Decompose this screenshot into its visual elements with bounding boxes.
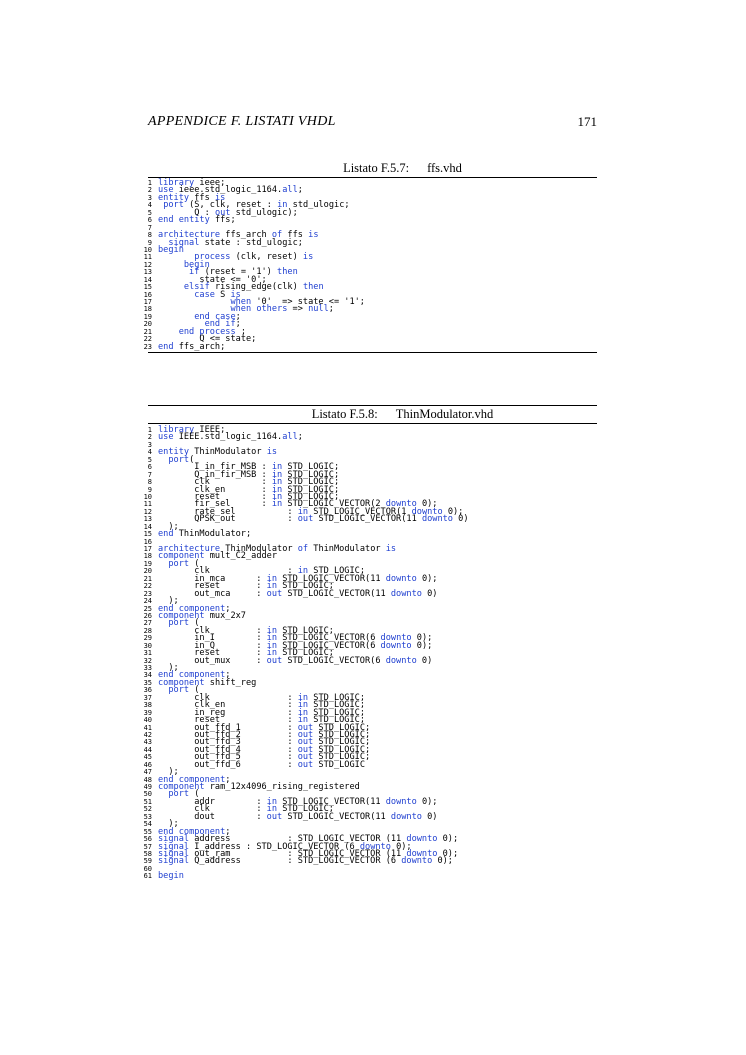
code-text: port ( [168, 558, 200, 569]
code-text: ); [158, 819, 179, 830]
code-text: out_ffd_1 : out STD_LOGIC; [158, 722, 371, 733]
line-number: 16 [143, 537, 152, 546]
code-text: case S is [194, 289, 241, 300]
code-line [143, 252, 597, 263]
code-text: Q <= state; [199, 334, 257, 345]
page-number: 171 [577, 114, 597, 129]
code-text: clk : in STD_LOGIC; [194, 804, 334, 815]
code-text: ); [158, 663, 179, 673]
code-text: reset : in STD_LOGIC; [194, 491, 340, 502]
line-number: 21 [143, 327, 152, 336]
line-number: 31 [143, 649, 152, 658]
code-line [143, 655, 597, 666]
line-number: 26 [143, 611, 152, 620]
code-line [143, 551, 597, 562]
code-text: clk_en : in STD_LOGIC; [194, 484, 340, 495]
listing-filename: ffs.vhd [427, 161, 462, 175]
line-number: 19 [143, 559, 152, 568]
line-number: 8 [147, 231, 152, 240]
line-number: 40 [143, 716, 152, 725]
line-number: 4 [147, 448, 152, 457]
line-number: 23 [143, 589, 152, 598]
line-number: 51 [143, 797, 152, 806]
code-text: end ThinModulator; [158, 529, 252, 540]
line-number: 8 [147, 478, 152, 487]
line-number: 24 [143, 597, 152, 606]
code-text: addr : in STD_LOGIC_VECTOR(11 downto 0); [194, 796, 438, 807]
code-line [147, 237, 597, 248]
line-number: 11 [143, 500, 152, 509]
code-text: clk : in STD_LOGIC; [194, 566, 366, 577]
code-text: end component; [158, 826, 231, 837]
code-text: port ( [168, 789, 200, 800]
code-text: dout : out STD_LOGIC_VECTOR(11 downto 0) [194, 811, 438, 822]
code-line [143, 514, 597, 525]
line-number: 12 [143, 260, 152, 269]
code-line [143, 856, 597, 867]
code-text: end ffs_arch; [158, 341, 226, 352]
code-text: begin [158, 244, 184, 255]
code-text: Q : out std_ulogic); [194, 207, 298, 218]
line-number: 52 [143, 805, 152, 814]
line-number: 6 [147, 216, 152, 225]
code-line [148, 434, 597, 441]
code-text: begin [158, 871, 184, 882]
code-text: signal out_ram : STD_LOGIC_VECTOR (11 downto 0); [158, 848, 459, 859]
code-text: clk : in STD_LOGIC; [194, 477, 340, 488]
code-text: when '0' => state <= '1'; [230, 297, 365, 307]
line-number: 13 [143, 515, 152, 524]
code-text: out_mca : out STD_LOGIC_VECTOR(11 downto 0) [194, 588, 438, 599]
line-number: 56 [143, 835, 152, 844]
code-line [143, 610, 597, 621]
code-text: component shift_reg [158, 677, 257, 688]
code-text: in_reg : in STD_LOGIC; [194, 707, 366, 718]
line-number: 22 [143, 582, 152, 591]
line-number: 45 [143, 753, 152, 762]
line-number: 7 [147, 470, 152, 479]
code-text: out_ffd_5 : out STD_LOGIC; [158, 752, 371, 763]
line-number: 15 [143, 283, 152, 292]
line-number: 35 [143, 678, 152, 687]
code-text: signal I_address : STD_LOGIC_VECTOR (6 downto 0); [158, 841, 412, 852]
code-listing-thinmodulator [143, 405, 597, 882]
line-number: 7 [147, 223, 152, 232]
code-text: reset : in STD_LOGIC; [194, 648, 334, 659]
line-number: 10 [143, 245, 152, 254]
line-number: 1 [147, 426, 152, 434]
code-line [143, 677, 597, 688]
code-text: in_I : in STD_LOGIC_VECTOR(6 downto 0); [194, 633, 433, 644]
code-text: fir_sel : in STD_LOGIC_VECTOR(2 downto 0); [194, 499, 438, 510]
code-text: reset : in STD_LOGIC; [194, 581, 334, 592]
line-number: 39 [143, 708, 152, 717]
line-number: 55 [143, 827, 152, 836]
line-number: 16 [143, 290, 152, 299]
line-number: 17 [143, 298, 152, 306]
code-text: out_ffd_3 : out STD_LOGIC; [158, 737, 371, 748]
line-number: 47 [143, 768, 152, 777]
code-text: QPSK_out : out STD_LOGIC_VECTOR(11 downto 0) [194, 514, 469, 525]
code-line [143, 341, 597, 352]
line-number: 23 [143, 342, 152, 351]
code-text: when others => null; [230, 304, 334, 315]
code-text: architecture ffs_arch of ffs is [158, 230, 319, 241]
code-text: entity ThinModulator is [158, 447, 278, 458]
line-number: 36 [143, 686, 152, 695]
line-number: 22 [143, 335, 152, 344]
line-number: 18 [143, 305, 152, 314]
code-text: ); [158, 767, 179, 778]
line-number: 50 [143, 790, 152, 799]
code-text: port (S, clk, reset : in std_ulogic; [163, 200, 350, 211]
line-number: 14 [143, 522, 152, 531]
code-text: state <= '0'; [199, 274, 267, 285]
code-text: out_ffd_4 : out STD_LOGIC; [158, 744, 371, 755]
code-text: port ( [168, 685, 200, 696]
code-text: ); [158, 596, 179, 607]
line-number: 4 [147, 201, 152, 210]
line-number: 38 [143, 701, 152, 710]
code-text: ); [158, 521, 179, 532]
line-number: 53 [143, 812, 152, 821]
listing-label: Listato F.5.8: [311, 407, 378, 421]
line-number: 32 [143, 656, 152, 665]
code-line [143, 864, 597, 873]
line-number: 9 [147, 485, 152, 494]
line-number: 54 [143, 820, 152, 829]
code-text: reset : in STD_LOGIC; [194, 715, 366, 726]
page-header [148, 114, 597, 134]
code-line [143, 759, 597, 770]
line-number: 19 [143, 312, 152, 321]
code-text: if (reset = '1') then [189, 267, 298, 278]
line-number: 9 [147, 238, 152, 247]
code-text: component mux_2x7 [158, 610, 246, 621]
code-text: port( [168, 454, 195, 465]
code-text: signal state : std_ulogic; [168, 237, 303, 248]
line-number: 44 [143, 745, 152, 754]
line-number: 18 [143, 552, 152, 561]
code-text: use ieee.std_logic_1164.all; [158, 185, 303, 196]
code-text: signal Q_address : STD_LOGIC_VECTOR (6 downto 0); [158, 856, 453, 867]
code-text: end if; [204, 319, 241, 330]
code-text: rate_sel : in STD_LOGIC_VECTOR(1 downto 0); [194, 506, 464, 517]
code-text: entity ffs is [158, 192, 226, 203]
line-number: 1 [147, 179, 152, 187]
code-listing-ffs [143, 160, 597, 353]
code-block [143, 424, 597, 882]
code-text: end process ; [178, 326, 246, 337]
line-number: 58 [143, 849, 152, 858]
code-block [143, 178, 597, 352]
line-number: 3 [147, 440, 152, 449]
code-text: signal address : STD_LOGIC_VECTOR (11 downto 0); [158, 834, 459, 845]
code-text: out_ffd_2 : out STD_LOGIC; [158, 729, 371, 740]
code-text: end component; [158, 670, 231, 681]
line-number: 43 [143, 738, 152, 747]
line-number: 61 [143, 872, 152, 881]
line-number: 14 [143, 275, 152, 284]
code-text: in_mca : in STD_LOGIC_VECTOR(11 downto 0); [194, 573, 438, 584]
code-text: clk_en : in STD_LOGIC; [194, 700, 366, 711]
line-number: 59 [143, 857, 152, 866]
line-number: 17 [143, 545, 152, 553]
code-line [143, 871, 597, 882]
line-number: 30 [143, 641, 152, 650]
line-number: 20 [143, 567, 152, 576]
code-text: out_ffd_6 : out STD_LOGIC [158, 759, 365, 770]
line-number: 2 [147, 433, 152, 442]
listing-caption [208, 160, 597, 177]
line-number: 10 [143, 492, 152, 501]
code-text: component ram_12x4096_rising_registered [158, 782, 360, 792]
code-line [148, 449, 597, 456]
code-text: I_in_fir_MSB : in STD_LOGIC; [194, 462, 340, 473]
code-text: architecture ThinModulator of ThinModulator is [158, 544, 397, 554]
line-number: 41 [143, 723, 152, 732]
line-number: 37 [143, 693, 152, 702]
line-number: 27 [143, 619, 152, 628]
line-number: 48 [143, 775, 152, 784]
code-text: library IEEE; [158, 425, 226, 435]
code-line [143, 782, 597, 792]
code-line [143, 811, 597, 822]
line-number: 60 [143, 864, 152, 873]
code-text: end component; [158, 603, 231, 614]
line-number: 34 [143, 671, 152, 680]
code-text: elsif rising_edge(clk) then [183, 282, 324, 293]
chapter-title: APPENDICE F. LISTATI VHDL [148, 114, 336, 129]
line-number: 11 [143, 253, 152, 262]
code-text: port ( [168, 618, 200, 629]
line-number: 57 [143, 842, 152, 851]
code-text: end case; [194, 311, 241, 322]
line-number: 5 [147, 208, 152, 217]
code-text: library ieee; [158, 178, 226, 188]
line-number: 29 [143, 634, 152, 643]
code-text: end entity ffs; [158, 215, 236, 226]
bottom-rule [148, 352, 597, 353]
line-number: 13 [143, 268, 152, 277]
code-text: in_Q : in STD_LOGIC_VECTOR(6 downto 0); [194, 640, 433, 651]
line-number: 15 [143, 530, 152, 539]
code-text: Q_in_fir_MSB : in STD_LOGIC; [194, 469, 340, 480]
line-number: 12 [143, 507, 152, 516]
line-number: 3 [147, 193, 152, 202]
code-text: use IEEE.std_logic_1164.all; [158, 432, 303, 443]
listing-label: Listato F.5.7: [343, 161, 410, 175]
code-text: end component; [158, 774, 231, 785]
code-text: clk : in STD_LOGIC; [194, 625, 334, 636]
code-text: begin [183, 259, 210, 270]
line-number: 49 [143, 783, 152, 791]
listing-filename: ThinModulator.vhd [395, 407, 494, 421]
line-number: 33 [143, 664, 152, 672]
code-text: clk : in STD_LOGIC; [194, 692, 366, 703]
line-number: 2 [147, 186, 152, 195]
code-text: out_mux : out STD_LOGIC_VECTOR(6 downto 0) [194, 655, 433, 666]
line-number: 6 [147, 463, 152, 472]
line-number: 20 [143, 320, 152, 329]
line-number: 25 [143, 604, 152, 613]
code-text: process (clk, reset) is [194, 252, 314, 263]
listing-caption [208, 406, 597, 423]
code-line [148, 217, 597, 224]
code-line [143, 529, 597, 540]
line-number: 46 [143, 760, 152, 769]
line-number: 21 [143, 574, 152, 583]
line-number: 42 [143, 730, 152, 739]
code-text: component mult_C2_adder [158, 551, 278, 562]
line-number: 5 [147, 455, 152, 464]
code-line [143, 588, 597, 599]
line-number: 28 [143, 626, 152, 635]
